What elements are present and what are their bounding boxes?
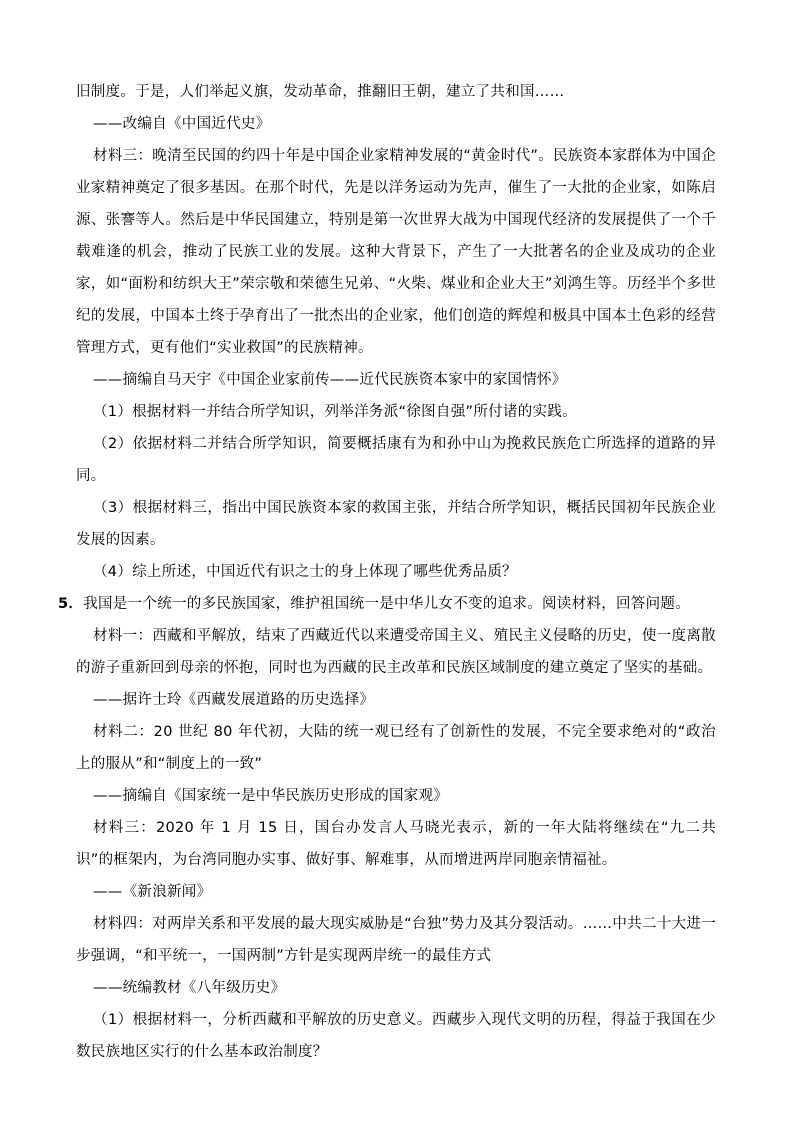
source-citation: ——摘编自《国家统一是中华民族历史形成的国家观》 [93,788,449,804]
source-citation: ——摘编自马天宇《中国企业家前传——近代民族资本家中的家国情怀》 [93,372,567,388]
question-five-stem [58,588,716,620]
material-paragraph: 材料四：对两岸关系和平发展的最大现实威胁是“台独”势力及其分裂活动。……中共二十大进一步强调，“和平统一，一国两制”方针是实现两岸统一的最佳方式 [76,916,716,964]
question-item: （2）依据材料二并结合所学知识，简要概括康有为和孙中山为挽救民族危亡所选择的道路的异同。 [76,436,716,484]
question-five-text: 我国是一个统一的多民族国家，维护祖国统一是中华儿女不变的追求。阅读材料，回答问题。 [83,596,690,612]
paragraph-continuation: 旧制度。于是，人们举起义旗，发动革命，推翻旧王朝，建立了共和国…… [76,84,565,100]
source-citation: ——《新浪新闻》 [93,884,212,900]
source-citation: ——改编自《中国近代史》 [93,116,271,132]
material-paragraph: 材料三：2020 年 1 月 15 日，国台办发言人马晓光表示，新的一年大陆将继续在“九二共识”的框架内，为台湾同胞办实事、做好事、解难事，从而增进两岸同胞亲情福祉。 [76,820,716,868]
question-item: （4）综上所述，中国近代有识之士的身上体现了哪些优秀品质？ [93,564,517,580]
material-paragraph: 材料二：20 世纪 80 年代初，大陆的统一观已经有了创新性的发展，不完全要求绝对的“政治上的服从”和“制度上的一致” [76,724,716,772]
source-citation: ——据许士玲《西藏发展道路的历史选择》 [93,692,375,708]
question-item: （1）根据材料一，分析西藏和平解放的历史意义。西藏步入现代文明的历程，得益于我国在少数民族地区实行的什么基本政治制度？ [76,1012,716,1060]
material-paragraph: 材料一：西藏和平解放，结束了西藏近代以来遭受帝国主义、殖民主义侵略的历史，使一度离散的游子重新回到母亲的怀抱，同时也为西藏的民主改革和民族区域制度的建立奠定了坚实的基础。 [76,628,716,676]
question-number: 5． [58,596,84,612]
material-three-paragraph: 材料三：晚清至民国的约四十年是中国企业家精神发展的“黄金时代”。民族资本家群体为中国企业家精神奠定了很多基因。在那个时代，先是以洋务运动为先声，催生了一大批的企业家，如陈启源、张謇等人。然后是中华民国建立，特别是第一次世界大战为中国现代经济的发展提供了一个千载难逢的机会，推动了民族工业的发展。这种大背景下，产生了一大批著名的企业及成功的企业家，如“面粉和纺织大王”荣宗敬和荣德生兄弟、“火柴、煤业和企业大王”刘鸿生等。历经半个多世纪的发展，中国本土终于孕育出了一批杰出的企业家，他们创造的辉煌和极具中国本土色彩的经营管理方式，更有他们“实业救国”的民族精神。 [76,148,716,356]
question-item: （1）根据材料一并结合所学知识，列举洋务派“徐图自强”所付诸的实践。 [93,404,577,420]
question-item: （3）根据材料三，指出中国民族资本家的救国主张，并结合所学知识，概括民国初年民族企业发展的因素。 [76,500,716,548]
source-citation: ——统编教材《八年级历史》 [93,980,286,996]
